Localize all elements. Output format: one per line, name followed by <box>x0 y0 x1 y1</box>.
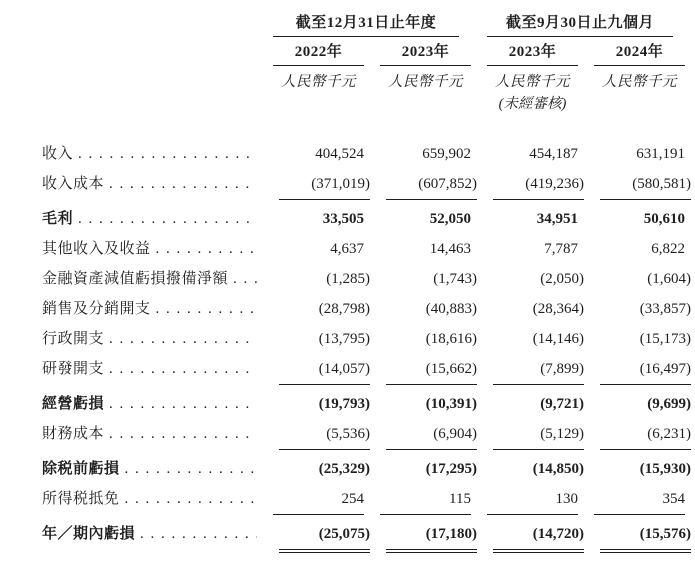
row-value-cell <box>380 265 477 295</box>
table-row <box>42 420 691 450</box>
row-value-cell <box>487 205 578 235</box>
dot-leader <box>109 420 257 449</box>
row-value: (7,899) <box>493 355 584 385</box>
row-label-text: 除税前虧損 <box>42 461 120 477</box>
row-value-cell <box>273 485 364 515</box>
row-label <box>42 420 257 450</box>
row-value-cell <box>380 325 477 355</box>
row-label <box>42 390 257 420</box>
row-value: (419,236) <box>493 170 584 200</box>
row-value-cell <box>380 205 471 235</box>
row-value: 7,787 <box>544 241 578 257</box>
row-value-cell <box>273 295 370 325</box>
dot-leader <box>140 520 257 549</box>
row-value-cell <box>594 455 691 485</box>
dot-leader <box>109 390 257 419</box>
row-value-cell <box>594 140 685 170</box>
row-value-cell <box>273 390 370 420</box>
row-value-cell <box>273 265 370 295</box>
header-label-spacer <box>42 73 257 91</box>
row-value-cell <box>380 235 471 265</box>
row-value: 6,822 <box>651 241 685 257</box>
row-value-cell <box>594 355 691 385</box>
row-value: (5,129) <box>493 420 584 450</box>
dot-leader <box>109 355 257 384</box>
row-value-cell <box>380 455 477 485</box>
row-value-cell <box>487 140 578 170</box>
row-value-cell <box>273 520 370 550</box>
row-label <box>42 355 257 385</box>
row-value-cell <box>273 420 370 450</box>
row-value: 52,050 <box>429 211 471 227</box>
unaudited-note: (未經審核) <box>498 96 567 112</box>
row-value: (14,057) <box>279 355 370 385</box>
row-value-cell <box>487 355 584 385</box>
row-value-cell <box>380 520 477 550</box>
row-value: (580,581) <box>600 170 691 200</box>
row-value-cell <box>380 355 477 385</box>
unit-label: 人民幣千元 <box>388 74 463 90</box>
row-value: (2,050) <box>540 271 584 287</box>
dot-leader <box>156 295 257 324</box>
row-value: 130 <box>487 485 578 515</box>
row-value: (10,391) <box>425 396 477 412</box>
row-value: (13,795) <box>318 331 370 347</box>
row-label <box>42 295 257 325</box>
row-value-cell <box>487 295 584 325</box>
row-value: 354 <box>594 485 685 515</box>
row-value: (18,616) <box>425 331 477 347</box>
row-label-text: 金融資產減值虧損撥備淨額 <box>42 271 229 287</box>
row-value-cell <box>487 455 584 485</box>
row-value: 14,463 <box>429 241 471 257</box>
table-row <box>42 235 685 265</box>
row-value: 115 <box>380 485 471 515</box>
row-value-cell <box>487 265 584 295</box>
row-value-cell <box>273 355 370 385</box>
row-value: (6,231) <box>600 420 691 450</box>
unit-label: 人民幣千元 <box>495 74 570 90</box>
row-label-text: 收入成本 <box>42 176 105 192</box>
dot-leader <box>156 235 257 264</box>
row-value: (1,604) <box>647 271 691 287</box>
table-row <box>42 390 691 420</box>
row-value-cell <box>380 485 471 515</box>
period-header-annual-label: 截至12月31日止年度 <box>273 14 459 37</box>
dot-leader <box>109 325 257 354</box>
row-label-text: 所得税抵免 <box>42 491 120 507</box>
row-value: (17,295) <box>425 461 477 477</box>
table-row <box>42 170 691 200</box>
row-value-cell <box>273 205 364 235</box>
row-label-text: 毛利 <box>42 211 74 227</box>
row-value: (9,721) <box>540 396 584 412</box>
row-label <box>42 520 257 550</box>
row-value: (14,146) <box>532 331 584 347</box>
row-value: (607,852) <box>386 170 477 200</box>
row-label <box>42 235 257 265</box>
row-value: (1,285) <box>326 271 370 287</box>
table-year-header-row <box>42 43 685 66</box>
table-note-row <box>42 95 685 113</box>
row-value-cell <box>594 390 691 420</box>
row-value-cell <box>487 520 584 550</box>
table-row <box>42 325 691 355</box>
table-row <box>42 295 691 325</box>
year-column-header-2023-interim: 2023年 <box>487 43 578 66</box>
row-value-cell <box>380 295 477 325</box>
year-column-header-2022: 2022年 <box>273 43 364 66</box>
row-value-cell <box>487 170 584 200</box>
row-label-text: 收入 <box>42 146 74 162</box>
header-label-spacer <box>42 14 257 37</box>
row-value: 34,951 <box>536 211 578 227</box>
row-value: 4,637 <box>330 241 364 257</box>
row-value-cell <box>273 140 364 170</box>
row-value-cell <box>594 265 691 295</box>
row-value: (6,904) <box>386 420 477 450</box>
row-value-cell <box>594 205 685 235</box>
row-value: (28,798) <box>318 301 370 317</box>
row-value: 50,610 <box>643 211 685 227</box>
row-value: 659,902 <box>422 146 471 162</box>
row-value: (28,364) <box>532 301 584 317</box>
row-value: (15,930) <box>639 461 691 477</box>
row-label <box>42 485 257 515</box>
row-value-cell <box>594 520 691 550</box>
row-value-cell <box>380 140 471 170</box>
row-label <box>42 325 257 355</box>
row-value: (40,883) <box>425 301 477 317</box>
row-value: (15,173) <box>639 331 691 347</box>
row-value: (25,075) <box>279 520 370 550</box>
table-unit-row <box>42 73 685 91</box>
row-value: 33,505 <box>322 211 364 227</box>
row-value: (371,019) <box>279 170 370 200</box>
row-value: (15,662) <box>386 355 477 385</box>
unit-label: 人民幣千元 <box>281 74 356 90</box>
row-value: (14,850) <box>532 461 584 477</box>
row-value-cell <box>594 295 691 325</box>
year-column-header-2024-interim: 2024年 <box>594 43 685 66</box>
row-value: (1,743) <box>433 271 477 287</box>
row-value-cell <box>594 485 685 515</box>
period-header-annual <box>273 14 471 37</box>
year-column-header-2023: 2023年 <box>380 43 471 66</box>
unit-label: 人民幣千元 <box>602 74 677 90</box>
row-value-cell <box>487 325 584 355</box>
table-row <box>42 355 691 385</box>
row-label-text: 銷售及分銷開支 <box>42 301 151 317</box>
row-value-cell <box>594 325 691 355</box>
row-value: (15,576) <box>600 520 691 550</box>
row-value-cell <box>380 390 477 420</box>
row-value: (33,857) <box>639 301 691 317</box>
row-label-text: 研發開支 <box>42 361 105 377</box>
row-value: (14,720) <box>493 520 584 550</box>
row-value-cell <box>273 235 364 265</box>
row-value-cell <box>273 170 370 200</box>
row-label-text: 經營虧損 <box>42 396 105 412</box>
period-header-interim <box>487 14 685 37</box>
table-row <box>42 485 685 515</box>
row-value-cell <box>380 420 477 450</box>
dot-leader <box>125 455 257 484</box>
row-value: 404,524 <box>315 146 364 162</box>
dot-leader <box>78 140 257 169</box>
row-label-text: 行政開支 <box>42 331 105 347</box>
row-value: 631,191 <box>636 146 685 162</box>
row-value-cell <box>487 390 584 420</box>
table-row <box>42 265 691 295</box>
row-value-cell <box>594 170 691 200</box>
row-label <box>42 140 257 170</box>
dot-leader <box>125 485 257 514</box>
row-label-text: 其他收入及收益 <box>42 241 151 257</box>
period-header-interim-label: 截至9月30日止九個月 <box>487 14 673 37</box>
table-row <box>42 205 685 235</box>
table-body <box>0 140 695 550</box>
row-label <box>42 170 257 200</box>
row-value-cell <box>273 325 370 355</box>
table-row <box>42 140 685 170</box>
row-label-text: 年／期內虧損 <box>42 526 136 542</box>
table-row <box>42 455 691 485</box>
table-period-header-row <box>42 0 685 37</box>
row-label <box>42 265 257 295</box>
row-value: (5,536) <box>279 420 370 450</box>
dot-leader <box>78 205 257 234</box>
row-value: (16,497) <box>600 355 691 385</box>
table-row <box>42 520 691 550</box>
row-value-cell <box>487 235 578 265</box>
row-label-text: 財務成本 <box>42 426 105 442</box>
row-value-cell <box>380 170 477 200</box>
row-value: 254 <box>273 485 364 515</box>
row-label <box>42 205 257 235</box>
row-value: (19,793) <box>318 396 370 412</box>
row-label <box>42 455 257 485</box>
row-value-cell <box>487 420 584 450</box>
dot-leader <box>233 265 257 294</box>
row-value: 454,187 <box>529 146 578 162</box>
row-value-cell <box>487 485 578 515</box>
row-value: (9,699) <box>647 396 691 412</box>
row-value-cell <box>594 235 685 265</box>
header-label-spacer <box>42 43 257 66</box>
row-value-cell <box>273 455 370 485</box>
row-value-cell <box>594 420 691 450</box>
row-value: (25,329) <box>318 461 370 477</box>
dot-leader <box>109 170 257 199</box>
row-value: (17,180) <box>386 520 477 550</box>
